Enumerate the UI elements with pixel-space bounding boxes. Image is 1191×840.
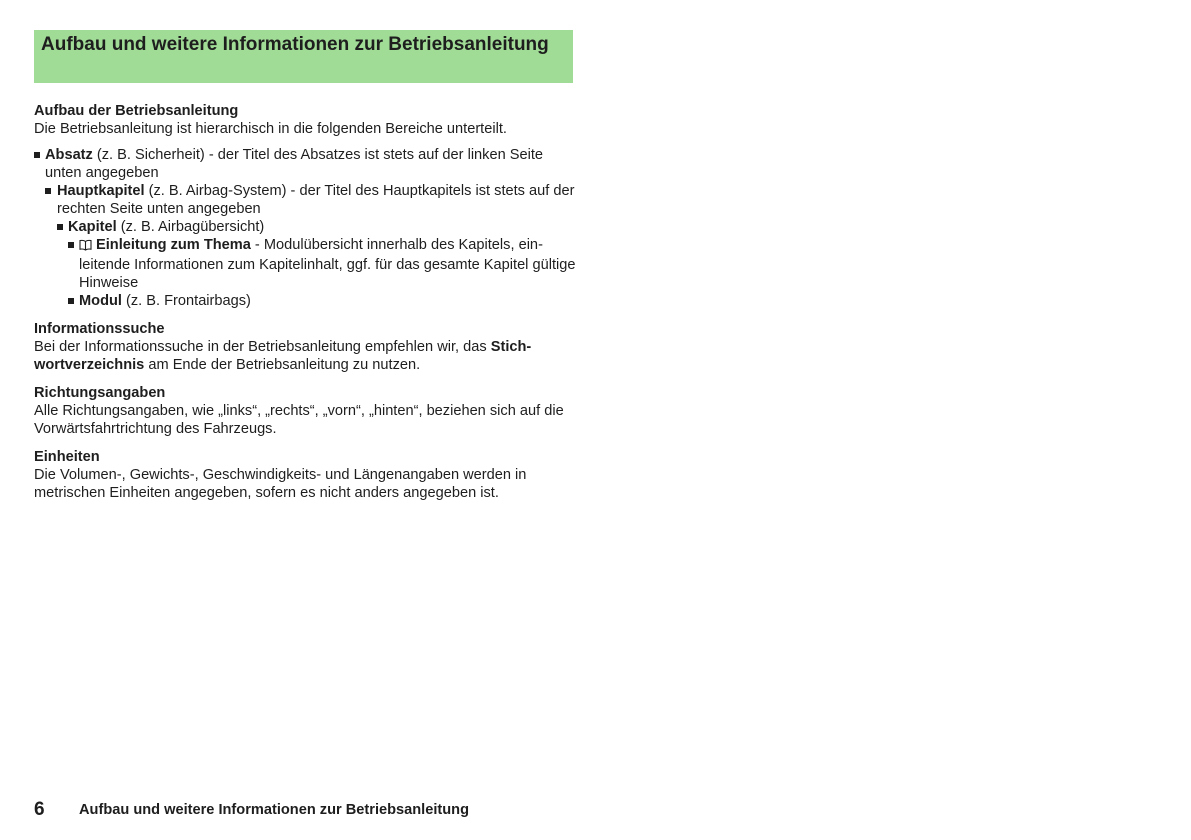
list-item-text: (z. B. Sicherheit) - der Titel des Absatzes ist stets auf der linken Seite unten angegeben xyxy=(45,147,544,181)
section-text: Alle Richtungsangaben, wie „links“, „rechts“, „vorn“, „hinten“, beziehen sich auf die Vorwärtsfahrtrichtung des Fahrzeugs. xyxy=(34,403,564,437)
bullet-square-icon xyxy=(68,242,74,248)
section-einheiten xyxy=(34,448,579,502)
footer-title: Aufbau und weitere Informationen zur Betriebsanleitung xyxy=(79,802,470,818)
book-icon xyxy=(79,238,92,256)
list-item-bold: Hauptkapitel xyxy=(57,183,145,199)
section-text-bold: Stichwortverzeichnis xyxy=(34,339,532,373)
list-item xyxy=(45,182,579,218)
section-heading: Einheiten xyxy=(34,449,100,465)
page-title-text: Aufbau und weitere Informationen zur Betriebsanleitung xyxy=(41,34,549,55)
section-text: am Ende der Betriebsanleitung zu nutzen. xyxy=(144,357,421,373)
section-heading: Richtungsangaben xyxy=(34,385,166,401)
list-item-bold: Modul xyxy=(79,293,122,309)
section-text: Bei der Informationssuche in der Betriebsanleitung empfehlen wir, das xyxy=(34,339,491,355)
bullet-square-icon xyxy=(34,152,40,158)
section-informationssuche xyxy=(34,320,579,374)
main-content xyxy=(34,102,579,512)
list-item-text: - Modulübersicht innerhalb des Kapitels, einleitende Informationen zum Kapitelinhalt, ggf. für das gesamte Kapitel gültige Hinweise xyxy=(79,237,576,291)
page-number: 6 xyxy=(34,799,45,820)
list-item-bold: Absatz xyxy=(45,147,93,163)
hierarchy-list xyxy=(34,146,579,310)
list-item-text: (z. B. Airbagübersicht) xyxy=(116,219,265,235)
list-item xyxy=(68,292,579,310)
page-footer xyxy=(34,799,634,821)
list-item-bold: Einleitung zum Thema xyxy=(96,237,251,253)
list-item-text: (z. B. Frontairbags) xyxy=(121,293,251,309)
section-heading: Informationssuche xyxy=(34,321,165,337)
section-intro: Die Betriebsanleitung ist hierarchisch in die folgenden Bereiche unterteilt. xyxy=(34,121,507,137)
bullet-square-icon xyxy=(45,188,51,194)
list-item xyxy=(68,236,579,292)
page-title xyxy=(34,30,573,83)
bullet-square-icon xyxy=(68,298,74,304)
list-item-text: (z. B. Airbag-System) - der Titel des Hauptkapitels ist stets auf der rechten Seite unten angegeben xyxy=(57,183,575,217)
section-aufbau xyxy=(34,102,579,310)
list-item-bold: Kapitel xyxy=(68,219,117,235)
bullet-square-icon xyxy=(57,224,63,230)
section-text: Die Volumen-, Gewichts-, Geschwindigkeits- und Längenangaben werden in metrischen Einheiten angegeben, sofern es nicht anders angegeben ist. xyxy=(34,467,527,501)
section-richtungsangaben xyxy=(34,384,579,438)
list-item xyxy=(57,218,579,236)
section-heading: Aufbau der Betriebsanleitung xyxy=(34,103,239,119)
list-item xyxy=(34,146,579,182)
